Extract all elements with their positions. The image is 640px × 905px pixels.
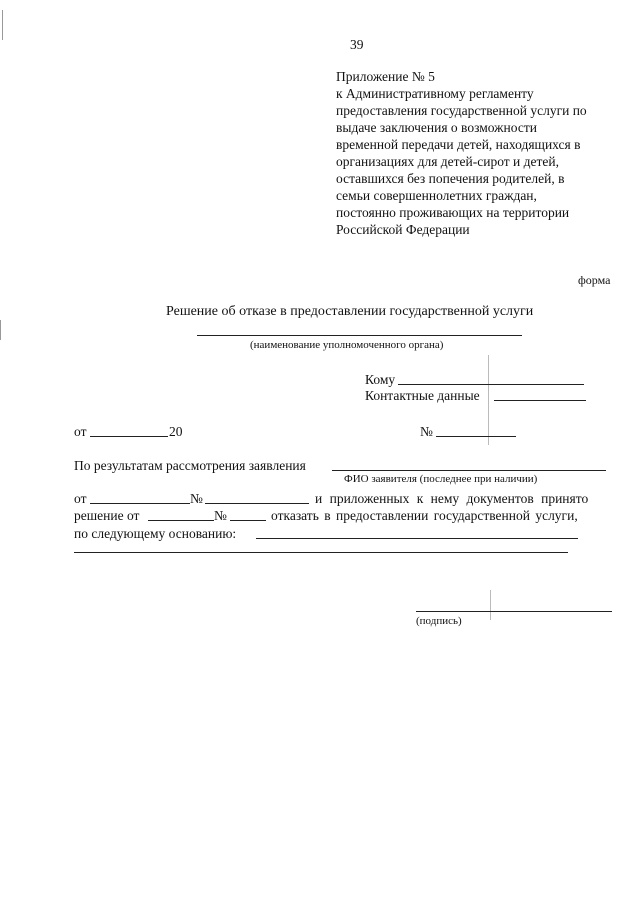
decision-no-line: [230, 520, 266, 521]
review-no-label: №: [190, 491, 203, 506]
date-line: [90, 436, 168, 437]
contacts-label: Контактные данные: [365, 388, 480, 403]
decision-date-line: [148, 520, 214, 521]
to-label: Кому: [365, 372, 396, 387]
year-label: 20: [169, 424, 183, 439]
number-line: [436, 436, 516, 437]
decision-no-label: №: [214, 508, 227, 523]
signature-caption: (подпись): [416, 615, 462, 627]
signature-line: [416, 611, 612, 612]
appendix-line: временной передачи детей, находящихся в: [336, 137, 581, 152]
basis-label: по следующему основанию:: [74, 526, 237, 541]
basis-line: [256, 538, 578, 539]
scan-mark: [2, 10, 3, 40]
appendix-line: организациях для детей-сирот и детей,: [336, 154, 560, 169]
applicant-caption: ФИО заявителя (последнее при наличии): [344, 473, 538, 485]
applicant-line: [332, 470, 606, 471]
scan-mark: [0, 320, 1, 340]
contacts-line: [494, 400, 586, 401]
appendix-line: к Административному регламенту: [336, 86, 534, 101]
review-line3-text: отказать в предоставлении государственной услуги,: [271, 508, 578, 523]
page-number: 39: [350, 37, 364, 52]
review-prefix: По результатам рассмотрения заявления: [74, 458, 306, 473]
authority-caption: (наименование уполномоченного органа): [250, 339, 444, 351]
decision-title: Решение об отказе в предоставлении государственной услуги: [166, 304, 534, 319]
appendix-line: оставшихся без попечения родителей, в: [336, 171, 565, 186]
authority-line: [197, 335, 522, 336]
number-label: №: [420, 424, 433, 439]
appendix-line: семьи совершеннолетних граждан,: [336, 188, 537, 203]
appendix-line: предоставления государственной услуги по: [336, 103, 587, 118]
form-label: форма: [578, 273, 611, 287]
review-date-line: [90, 503, 190, 504]
appendix-title: Приложение № 5: [336, 69, 435, 84]
review-from-label: от: [74, 491, 87, 506]
scan-mark: [490, 590, 491, 620]
appendix-line: выдаче заключения о возможности: [336, 120, 537, 135]
review-line2-text: и приложенных к нему документов принято: [315, 491, 589, 506]
appendix-line: постоянно проживающих на территории: [336, 205, 570, 220]
appendix-line: Российской Федерации: [336, 222, 470, 237]
to-line: [398, 384, 584, 385]
scan-mark: [488, 355, 489, 445]
decision-label: решение от: [74, 508, 140, 523]
basis-line-2: [74, 552, 568, 553]
date-from-label: от: [74, 424, 87, 439]
review-no-line: [205, 503, 309, 504]
